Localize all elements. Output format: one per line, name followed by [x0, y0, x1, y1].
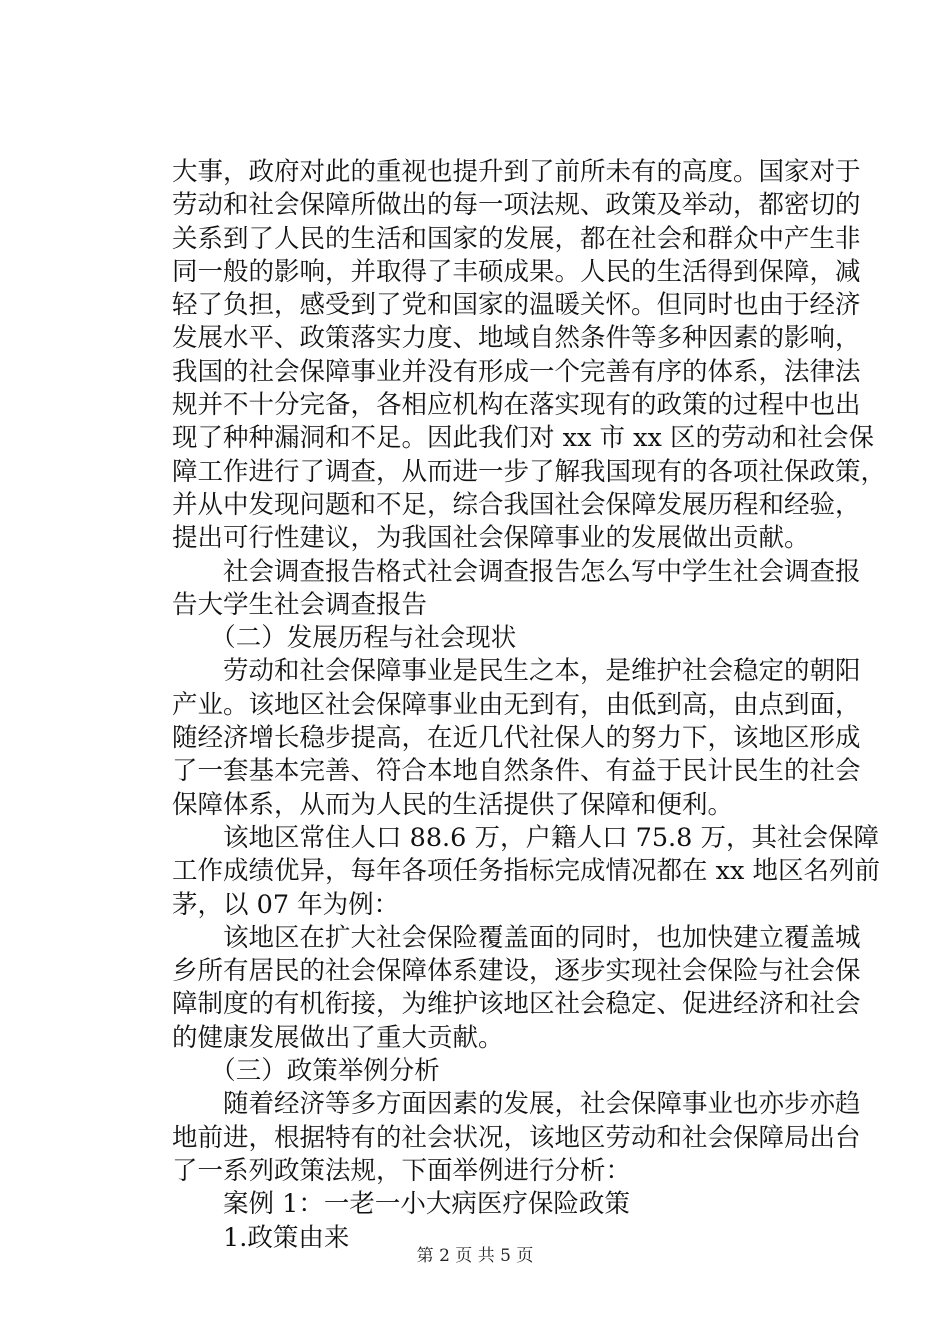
text-line: 了一系列政策法规，下面举例进行分析： [172, 1155, 632, 1186]
text-line: 大事，政府对此的重视也提升到了前所未有的高度。国家对于 [172, 157, 861, 187]
text-line: 现了种种漏洞和不足。因此我们对 xx 市 xx 区的劳动和社会保 [172, 423, 874, 454]
text-line: 规并不十分完备，各相应机构在落实现有的政策的过程中也出 [172, 390, 861, 421]
text-line: 关系到了人民的生活和国家的发展，都在社会和群众中产生非 [172, 223, 861, 254]
text-line: 劳动和社会保障事业是民生之本，是维护社会稳定的朝阳 [172, 656, 861, 687]
text-line: 产业。该地区社会保障事业由无到有，由低到高，由点到面， [172, 689, 861, 720]
text-line: 轻了负担，感受到了党和国家的温暖关怀。但同时也由于经济 [172, 290, 861, 321]
text-line: 地前进，根据特有的社会状况，该地区劳动和社会保障局出台 [172, 1122, 861, 1153]
text-line: 了一套基本完善、符合本地自然条件、有益于民计民生的社会 [172, 756, 861, 787]
text-line: 劳动和社会保障所做出的每一项法规、政策及举动，都密切的 [172, 190, 861, 221]
text-line: 社会调查报告格式社会调查报告怎么写中学生社会调查报 [172, 556, 861, 587]
text-line: 该地区在扩大社会保险覆盖面的同时，也加快建立覆盖城 [172, 922, 861, 953]
text-line: 1.政策由来 [172, 1222, 350, 1253]
text-line: 茅，以 07 年为例： [172, 889, 400, 920]
page-footer: 第 2 页 共 5 页 [416, 1246, 534, 1266]
text-line: 发展水平、政策落实力度、地域自然条件等多种因素的影响， [172, 323, 861, 354]
text-line: 案例 1：一老一小大病医疗保险政策 [172, 1189, 630, 1220]
text-line: 随经济增长稳步提高，在近几代社保人的努力下，该地区形成 [172, 723, 861, 754]
text-line: 同一般的影响，并取得了丰硕成果。人民的生活得到保障，减 [172, 256, 861, 287]
text-line: （二）发展历程与社会现状 [172, 623, 517, 654]
text-line: 随着经济等多方面因素的发展，社会保障事业也亦步亦趋 [172, 1089, 861, 1120]
text-line: 保障体系，从而为人民的生活提供了保障和便利。 [172, 789, 734, 820]
text-line: 工作成绩优异，每年各项任务指标完成情况都在 xx 地区名列前 [172, 856, 880, 887]
document-body [172, 156, 887, 1255]
text-line: 障工作进行了调查，从而进一步了解我国现有的各项社保政策， [172, 456, 887, 487]
text-line: 并从中发现问题和不足，综合我国社会保障发展历程和经验， [172, 489, 861, 520]
text-line: 告大学生社会调查报告 [172, 589, 428, 620]
text-line: 乡所有居民的社会保障体系建设，逐步实现社会保险与社会保 [172, 956, 861, 987]
text-line: 我国的社会保障事业并没有形成一个完善有序的体系，法律法 [172, 356, 861, 387]
text-line: 障制度的有机衔接，为维护该地区社会稳定、促进经济和社会 [172, 989, 861, 1020]
text-line: （三）政策举例分析 [172, 1056, 440, 1087]
text-line: 的健康发展做出了重大贡献。 [172, 1022, 504, 1053]
text-line: 该地区常住人口 88.6 万，户籍人口 75.8 万，其社会保障 [172, 822, 879, 853]
text-line: 提出可行性建议，为我国社会保障事业的发展做出贡献。 [172, 523, 810, 554]
